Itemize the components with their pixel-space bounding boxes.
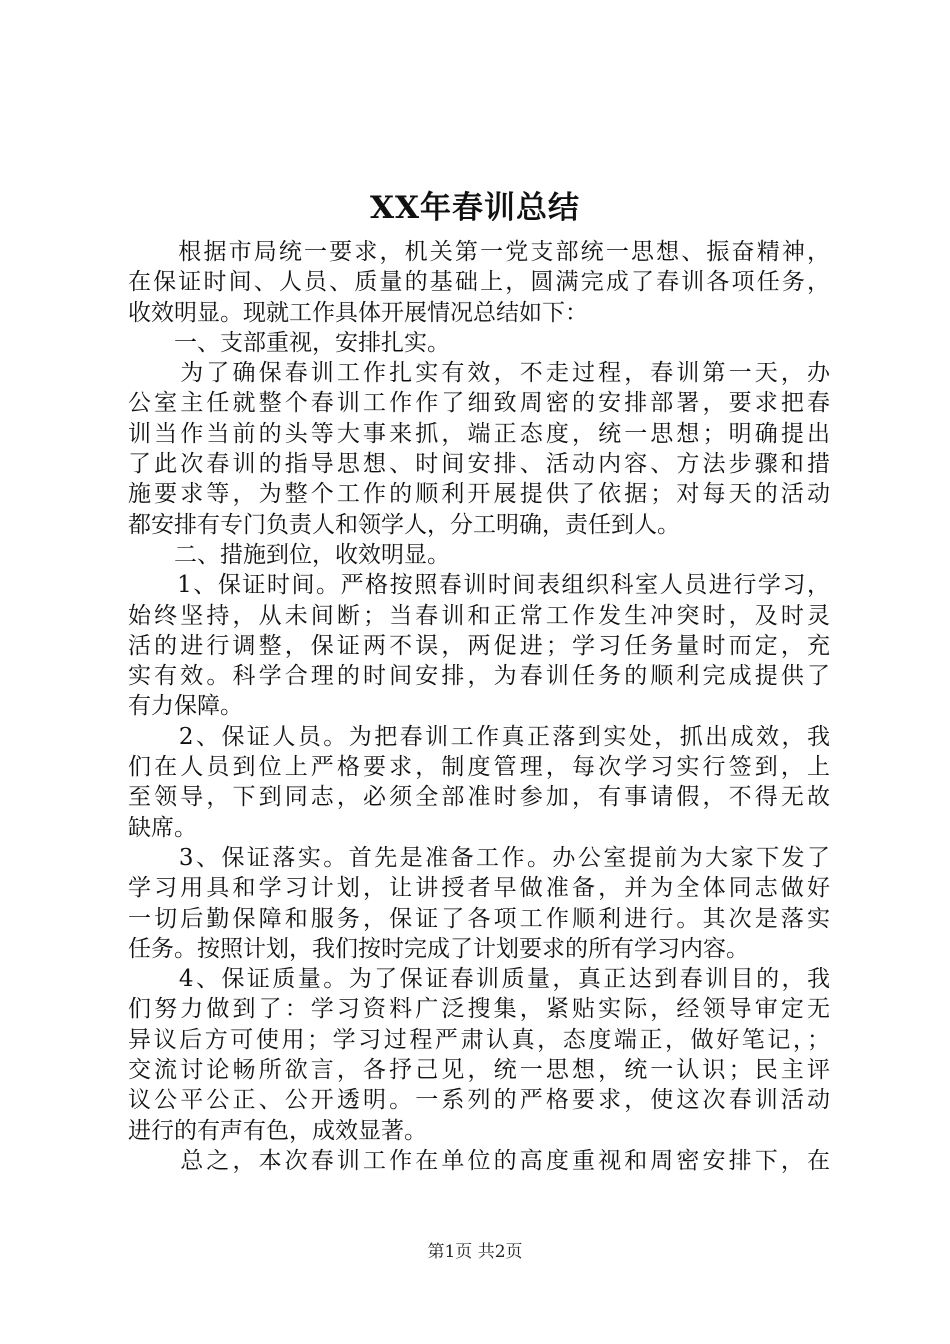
- body-line: 施要求等，为整个工作的顺利开展提供了依据；对每天的活动: [128, 481, 830, 508]
- body-line: 学习用具和学习计划，让讲授者早做准备，并为全体同志做好: [128, 875, 830, 902]
- body-line: 1、保证时间。严格按照春训时间表组织科室人员进行学习，: [128, 572, 830, 599]
- body-line: 一、支部重视，安排扎实。: [128, 329, 450, 356]
- document-body: [128, 237, 830, 1176]
- body-line: 实有效。科学合理的时间安排，为春训任务的顺利完成提供了: [128, 663, 830, 690]
- body-line: 任务。按照计划，我们按时完成了计划要求的所有学习内容。: [128, 935, 749, 962]
- page-number-footer: 第1页 共2页: [427, 1242, 523, 1262]
- body-line: 至领导，下到同志，必须全部准时参加，有事请假，不得无故: [128, 784, 830, 811]
- body-line: 二、措施到位，收效明显。: [128, 541, 450, 568]
- body-line: 训当作当前的头等大事来抓，端正态度，统一思想；明确提出: [128, 420, 830, 447]
- document-title: XX年春训总结: [369, 190, 581, 226]
- body-line: 在保证时间、人员、质量的基础上，圆满完成了春训各项任务，: [128, 269, 830, 296]
- body-line: 2、保证人员。为把春训工作真正落到实处，抓出成效，我: [128, 723, 830, 750]
- body-line: 交流讨论畅所欲言，各抒己见，统一思想，统一认识；民主评: [128, 1057, 830, 1084]
- body-line: 一切后勤保障和服务，保证了各项工作顺利进行。其次是落实: [128, 905, 830, 932]
- body-line: 们努力做到了：学习资料广泛搜集，紧贴实际，经领导审定无: [128, 996, 830, 1023]
- body-line: 4、保证质量。为了保证春训质量，真正达到春训目的，我: [128, 966, 830, 993]
- body-line: 公室主任就整个春训工作作了细致周密的安排部署，要求把春: [128, 390, 830, 417]
- body-line: 进行的有声有色，成效显著。: [128, 1117, 427, 1144]
- body-line: 们在人员到位上严格要求，制度管理，每次学习实行签到，上: [128, 754, 830, 781]
- body-line: 都安排有专门负责人和领学人，分工明确，责任到人。: [128, 511, 680, 538]
- body-line: 3、保证落实。首先是准备工作。办公室提前为大家下发了: [128, 844, 830, 871]
- body-line: 总之，本次春训工作在单位的高度重视和周密安排下，在: [128, 1147, 830, 1174]
- body-line: 为了确保春训工作扎实有效，不走过程，春训第一天，办: [128, 360, 830, 387]
- body-line: 了此次春训的指导思想、时间安排、活动内容、方法步骤和措: [128, 451, 830, 478]
- body-line: 根据市局统一要求，机关第一党支部统一思想、振奋精神，: [128, 239, 830, 265]
- body-line: 活的进行调整，保证两不误，两促进；学习任务量时而定，充: [128, 632, 830, 659]
- body-line: 有力保障。: [128, 693, 243, 720]
- body-line: 收效明显。现就工作具体开展情况总结如下：: [128, 299, 588, 326]
- body-line: 始终坚持，从未间断；当春训和正常工作发生冲突时，及时灵: [128, 602, 830, 629]
- body-line: 议公平公正、公开透明。一系列的严格要求，使这次春训活动: [128, 1087, 830, 1114]
- body-line: 缺席。: [128, 814, 197, 841]
- body-line: 异议后方可使用；学习过程严肃认真，态度端正，做好笔记，；: [128, 1026, 830, 1053]
